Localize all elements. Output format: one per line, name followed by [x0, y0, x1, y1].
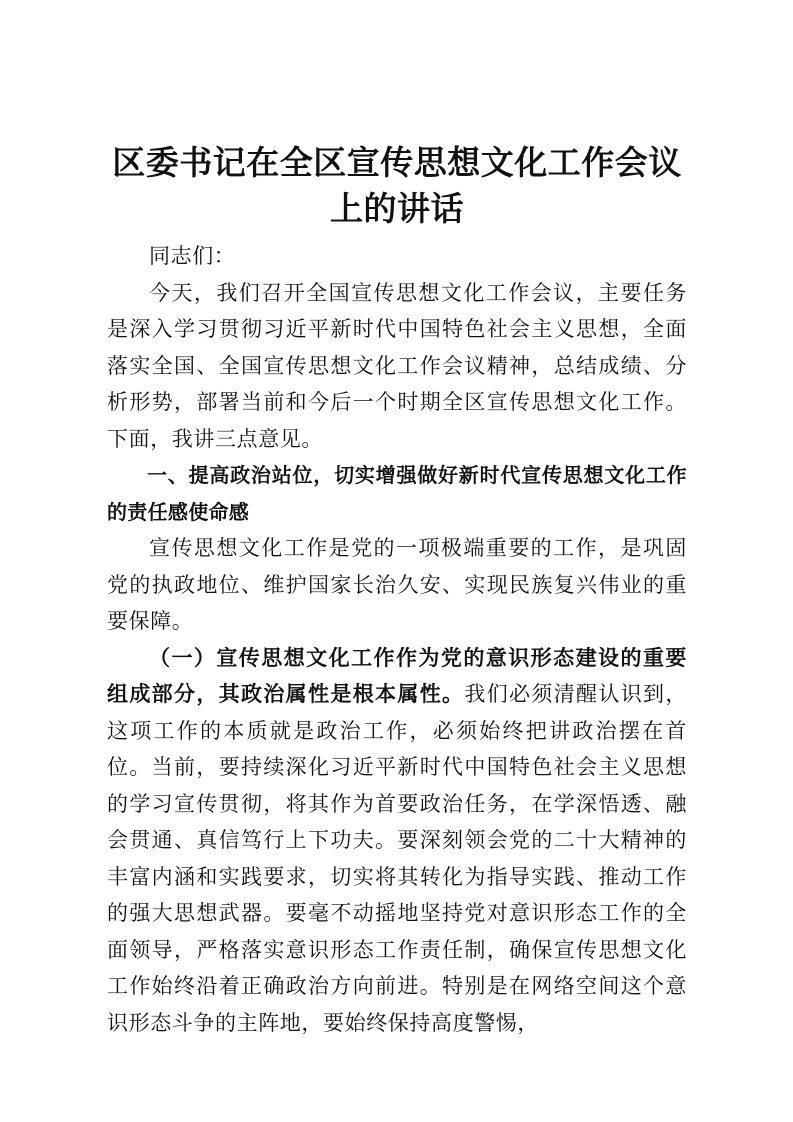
section-heading-1: 一、提高政治站位，切实增强做好新时代宣传思想文化工作的责任感使命感	[107, 463, 687, 524]
intro-paragraph: 今天，我们召开全国宣传思想文化工作会议，主要任务是深入学习贯彻习近平新时代中国特色社会主义思想，全面落实全国、全国宣传思想文化工作会议精神，总结成绩、分析形势，部署当前和今后一个时期全区宣传思想文化工作。下面，我讲三点意见。	[107, 280, 687, 451]
subsection1-body: 我们必须清醒认识到，这项工作的本质就是政治工作，必须始终把讲政治摆在首位。当前，要持续深化习近平新时代中国特色社会主义思想的学习宣传贯彻，将其作为首要政治任务，在学深悟透、融会贯通、真信笃行上下功夫。要深刻领会党的二十大精神的丰富内涵和实践要求，切实将其转化为指导实践、推动工作的强大思想武器。要毫不动摇地坚持党对意识形态工作的全面领导，严格落实意识形态工作责任制，确保宣传思想文化工作始终沿着正确政治方向前进。特别是在网络空间这个意识形态斗争的主阵地，要始终保持高度警惕，	[107, 682, 687, 1035]
salutation: 同志们：	[149, 244, 236, 268]
subsection1-paragraph	[107, 640, 687, 1042]
document-title: 区委书记在全区宣传思想文化工作会议上的讲话	[112, 143, 682, 228]
subsection1-lead: （一）宣传思想文化工作作为党的意识形态建设的重要组成部分，其政治属性是根本属性。	[107, 645, 687, 706]
document-page	[107, 140, 687, 1041]
section1-paragraph: 宣传思想文化工作是党的一项极端重要的工作，是巩固党的执政地位、维护国家长治久安、实现民族复兴伟业的重要保障。	[107, 536, 687, 633]
